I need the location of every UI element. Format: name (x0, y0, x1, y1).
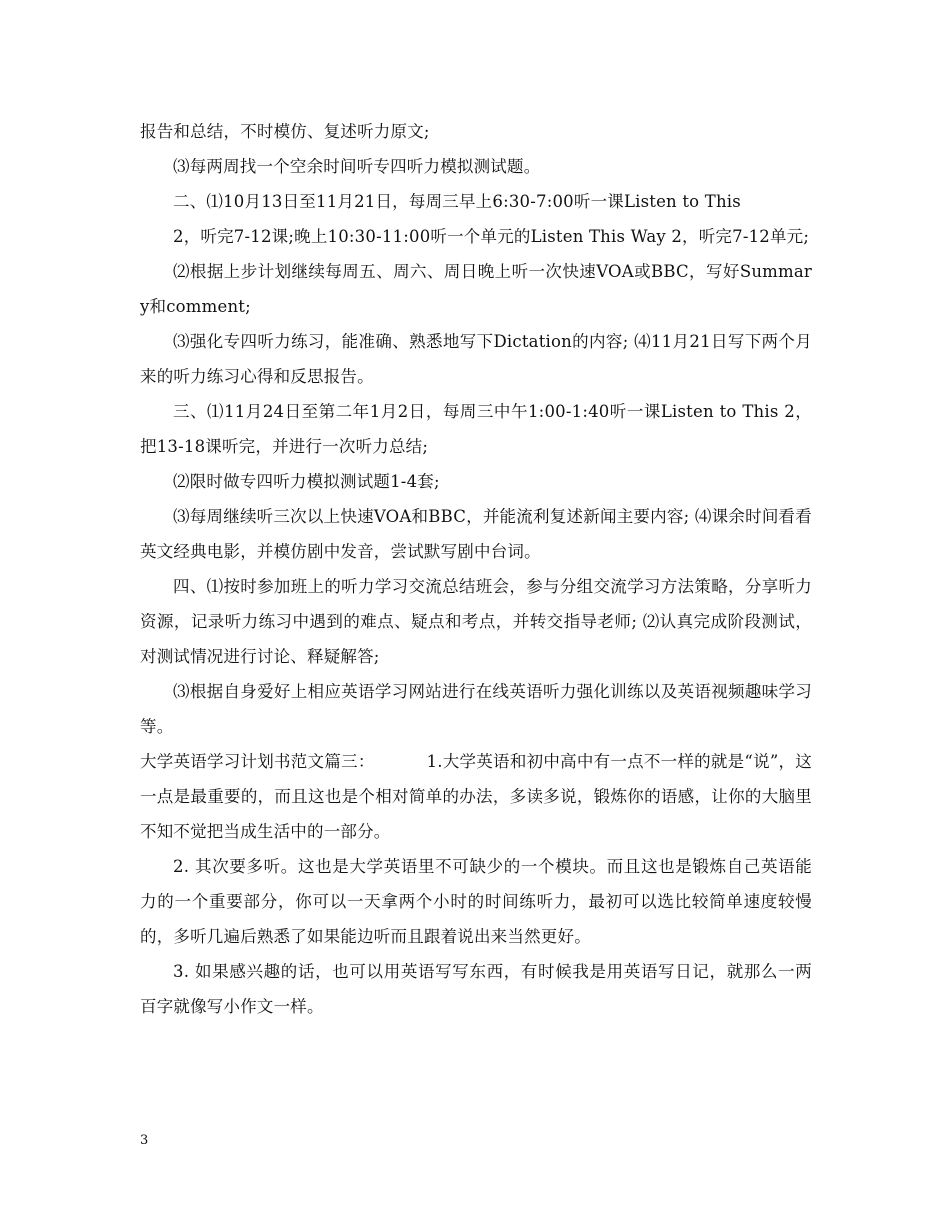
numbered-paragraph-3: 3. 如果感兴趣的话，也可以用英语写写东西，有时候我是用英语写日记，就那么一两百字就像写小作文一样。 (140, 962, 812, 1016)
section-heading: 大学英语学习计划书范文篇三： (140, 752, 375, 771)
page-number: 3 (140, 1133, 149, 1148)
paragraph-10: 四、⑴按时参加班上的听力学习交流总结班会，参与分组交流学习方法策略，分享听力资源，记录听力练习中遇到的难点、疑点和考点，并转交指导老师; ⑵认真完成阶段测试，对测试情况进行讨论、释疑解答; (140, 577, 812, 666)
paragraph-6: ⑶强化专四听力练习，能准确、熟悉地写下Dictation的内容; ⑷11月21日写下两个月来的听力练习心得和反思报告。 (140, 332, 812, 386)
paragraph-3: 二、⑴10月13日至11月21日，每周三早上6:30-7:00听一课Listen to This (173, 192, 741, 211)
paragraph-8: ⑵限时做专四听力模拟测试题1-4套; (173, 472, 440, 491)
document-body (140, 114, 812, 1024)
paragraph-1: 报告和总结，不时模仿、复述听力原文; (140, 122, 430, 141)
paragraph-2: ⑶每两周找一个空余时间听专四听力模拟测试题。 (173, 157, 541, 176)
paragraph-11: ⑶根据自身爱好上相应英语学习网站进行在线英语听力强化训练以及英语视频趣味学习等。 (140, 682, 812, 736)
paragraph-4: 2，听完7-12课;晚上10:30-11:00听一个单元的Listen This Way 2，听完7-12单元; (173, 227, 810, 246)
paragraph-5: ⑵根据上步计划继续每周五、周六、周日晚上听一次快速VOA或BBC，写好Summary和comment; (140, 262, 812, 316)
section-first-text: 1.大学英语和初中高中有一点不一样的就是“说”，这一点是最重要的，而且这也是个相对简单的办法，多读多说，锻炼你的语感，让你的大脑里不知不觉把当成生活中的一部分。 (140, 752, 812, 841)
paragraph-9: ⑶每周继续听三次以上快速VOA和BBC，并能流利复述新闻主要内容; ⑷课余时间看看英文经典电影，并模仿剧中发音，尝试默写剧中台词。 (140, 507, 812, 561)
section-paragraph (140, 744, 812, 849)
numbered-paragraph-2: 2. 其次要多听。这也是大学英语里不可缺少的一个模块。而且这也是锻炼自己英语能力的一个重要部分，你可以一天拿两个小时的时间练听力，最初可以选比较简单速度较慢的，多听几遍后熟悉了如果能边听而且跟着说出来当然更好。 (140, 857, 812, 946)
paragraph-7: 三、⑴11月24日至第二年1月2日，每周三中午1:00-1:40听一课Listen to This 2，把13-18课听完，并进行一次听力总结; (140, 402, 812, 456)
